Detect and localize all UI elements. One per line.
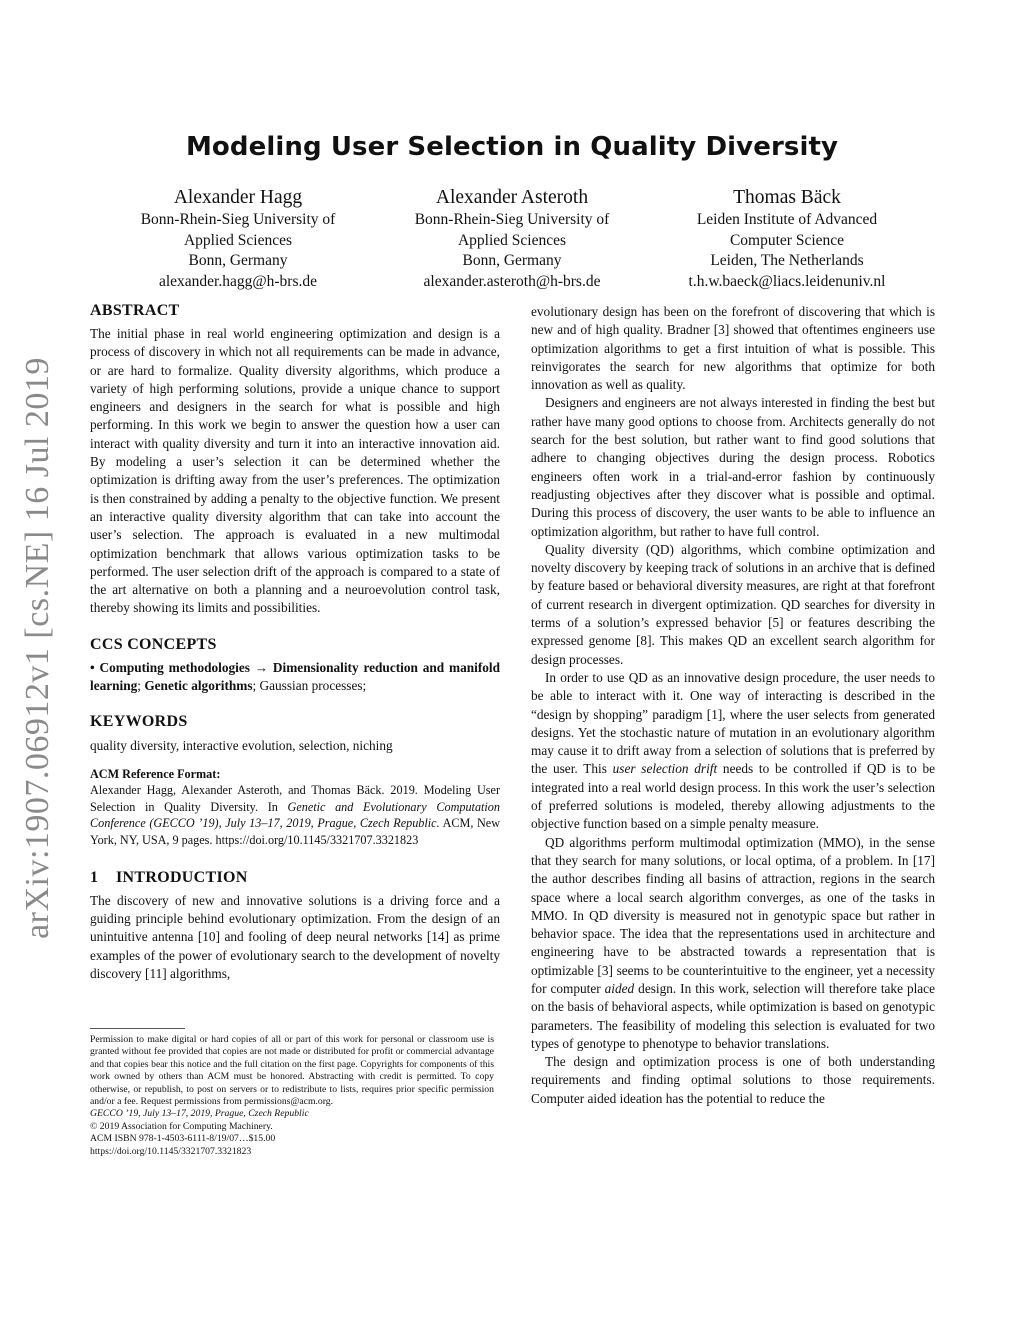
author-affiliation: Bonn-Rhein-Sieg University of <box>140 211 336 228</box>
body-text: needs to be controlled if QD is to be integrated into a real world design process. In this work the user’s selection of preferred solutions is modeled, thereby allowing adjustments to the objective function based on a simple penalty measure. <box>531 761 936 832</box>
permission-text: Permission to make digital or hard copies of all or part of this work for personal or classroom use is granted without fee provided that copies are not made or distributed for profit or commercial advantage and that copies bear this notice and the full citation on the first page. Copyrights for components of this work owned by others than ACM must be honored. Abstracting with credit is permitted. To copy otherwise, or republish, to post on servers or to redistribute to lists, requires prior specific permission and/or a fee. Request permissions from permissions@acm.org. <box>90 1034 494 1108</box>
body-paragraph: Quality diversity (QD) algorithms, which combine optimization and novelty discovery by keeping track of solutions in an archive that is defined by feature based or behavioral diversity measures, are right at that forefront of current research in divergent optimization. QD searches for diversity in terms of a solution’s expressed behavior [5] or features describing the expressed genome [8]. This makes QD an excellent search algorithm for design processes. <box>531 541 935 667</box>
author-block <box>637 186 937 292</box>
keywords-heading: KEYWORDS <box>90 713 188 731</box>
author-email: alexander.asteroth@h-brs.de <box>423 272 601 290</box>
arxiv-identifier: arXiv:1907.06912v1 [cs.NE] 16 Jul 2019 <box>19 357 56 939</box>
author-block <box>362 186 662 292</box>
emphasis-term: aided <box>604 980 635 996</box>
body-text: design. In this work, selection will therefore take place on the basis of behavioral aspects, while optimization is based on genotypic parameters. The feasibility of modeling this selection is evaluated for two types of genotype to phenotype to behavior translations. <box>531 980 935 1051</box>
author-block <box>88 186 388 292</box>
body-paragraph <box>531 834 935 1054</box>
body-text: QD algorithms perform multimodal optimization (MMO), in the sense that they search for many solutions, or local optima, of a problem. In [17] the author describes finding all basins of attraction, regions in the search space where a local search algorithm converges, as one of the tasks in MMO. In QD diversity is measured not in genotypic space but rather in behavior space. The idea that the representations used in architecture and engineering have to be abstracted towards a representation that is optimizable [3] seems to be counterintuitive to the engineer, yet a necessity for computer <box>531 834 935 996</box>
author-affiliation: Applied Sciences <box>183 231 293 249</box>
author-location: Leiden, The Netherlands <box>710 252 864 269</box>
section-number: 1 <box>90 868 99 886</box>
acm-reference-text: Alexander Hagg, Alexander Asteroth, and Thomas Bäck. 2019. Modeling User Selection in Quality Diversity. In <box>90 783 500 814</box>
author-name: Thomas Bäck <box>733 187 841 208</box>
ccs-separator: ; <box>137 678 141 694</box>
ccs-term: Genetic algorithms <box>144 678 253 694</box>
author-affiliation: Bonn-Rhein-Sieg University of <box>414 211 610 228</box>
body-paragraph: Designers and engineers are not always interested in finding the best but rather have many good options to choose from. Architects generally do not search for the best solution, but rather want to find good solutions that adhere to changing objectives during the design process. Robotics engineers often work in a trial-and-error fashion by continuously readjusting objectives after they discover what is possible and optimal. During this process of discovery, the user wants to be able to influence an optimization algorithm, but rather to have full control. <box>531 395 935 539</box>
emphasis-term: user selection drift <box>612 761 718 777</box>
section-title: INTRODUCTION <box>116 868 248 886</box>
author-location: Bonn, Germany <box>188 252 288 269</box>
isbn-text: ACM ISBN 978-1-4503-6111-8/19/07…$15.00 <box>90 1133 276 1145</box>
author-affiliation: Leiden Institute of Advanced <box>696 211 878 228</box>
acm-reference-heading: ACM Reference Format: <box>90 766 221 781</box>
ccs-bullet: • <box>90 659 95 675</box>
author-affiliation: Computer Science <box>729 231 845 249</box>
doi-link[interactable]: https://doi.org/10.1145/3321707.3321823 <box>90 1145 252 1157</box>
ccs-concepts <box>90 659 500 696</box>
body-paragraph: The design and optimization process is one of both understanding requirements and finding optimal solutions to those requirements. Computer aided ideation has the potential to reduce the <box>531 1054 935 1106</box>
author-email: t.h.w.baeck@liacs.leidenuniv.nl <box>688 272 886 290</box>
body-paragraph: evolutionary design has been on the forefront of discovering that which is new and of high quality. Bradner [3] showed that oftentimes engineers use optimization algorithms to get a first intuition of what is possible. This reinvigorates the search for new algorithms that optimize for both innovation as well as quality. <box>531 304 935 393</box>
page-title: Modeling User Selection in Quality Diversity <box>185 132 839 162</box>
keywords-text: quality diversity, interactive evolution, selection, niching <box>90 738 393 754</box>
ccs-term: Dimensionality reduction and manifold learning <box>90 659 501 694</box>
copyright-text: © 2019 Association for Computing Machinery. <box>90 1120 273 1132</box>
author-email: alexander.hagg@h-brs.de <box>158 272 318 290</box>
ccs-heading: CCS CONCEPTS <box>90 635 217 653</box>
body-text: In order to use QD as an innovative design procedure, the user needs to be able to interact with it. One way of interacting is described in the “design by shopping” paradigm [1], where the user selects from generated designs. Yet the stochastic nature of mutation in an evolutionary algorithm may cause it to drift away from a selection of solutions that is preferred by the user. This <box>531 669 935 777</box>
ccs-rest: ; Gaussian processes; <box>252 678 367 694</box>
author-location: Bonn, Germany <box>462 252 562 269</box>
introduction-heading <box>90 867 500 889</box>
introduction-paragraph: The discovery of new and innovative solutions is a driving force and a guiding principle behind evolutionary optimization. From the design of an unintuitive antenna [10] and fooling of deep neural networks [14] as prime examples of the power of evolutionary search to the development of novelty discovery [11] algorithms, <box>90 892 500 981</box>
acm-reference-venue: Genetic and Evolutionary Computation Conference (GECCO ’19), July 13–17, 2019, Prague, Czech Republic. <box>90 799 500 831</box>
ccs-term: Computing methodologies <box>99 659 250 675</box>
body-paragraph <box>531 669 935 834</box>
arrow-icon: → <box>254 659 269 675</box>
acm-reference-text: ACM, New York, NY, USA, 9 pages. https://doi.org/10.1145/3321707.3321823 <box>90 816 500 848</box>
author-name: Alexander Asteroth <box>435 187 589 208</box>
permission-footnote <box>90 1034 494 1158</box>
author-affiliation: Applied Sciences <box>457 231 567 249</box>
abstract-heading: ABSTRACT <box>90 302 180 319</box>
abstract-text: The initial phase in real world engineering optimization and design is a process of discovery in which not all requirements can be made in advance, or are hard to formalize. Quality diversity algorithms, which produce a variety of high performing solutions, provide a unique chance to support engineers and designers in the search for what is possible and high performing. In this work we begin to answer the question how a user can interact with quality diversity and turn it into an interactive innovation aid. By modeling a user’s selection it can be determined whether the optimization is drifting away from the user’s preferences. The optimization is then constrained by adding a penalty to the objective function. We present an interactive quality diversity algorithm that can take into account the user’s selection. The approach is evaluated in a new multimodal optimization benchmark that allows various optimization tasks to be performed. The user selection drift of the approach is compared to a state of the art alternative on both a planning and a neuroevolution control task, thereby showing its limits and possibilities. <box>90 326 500 616</box>
author-name: Alexander Hagg <box>173 187 303 208</box>
conference-info: GECCO ’19, July 13–17, 2019, Prague, Czech Republic <box>90 1108 309 1120</box>
left-column <box>90 300 500 983</box>
footnote-divider <box>90 1028 185 1029</box>
acm-reference <box>90 766 500 849</box>
right-column <box>531 303 935 1108</box>
